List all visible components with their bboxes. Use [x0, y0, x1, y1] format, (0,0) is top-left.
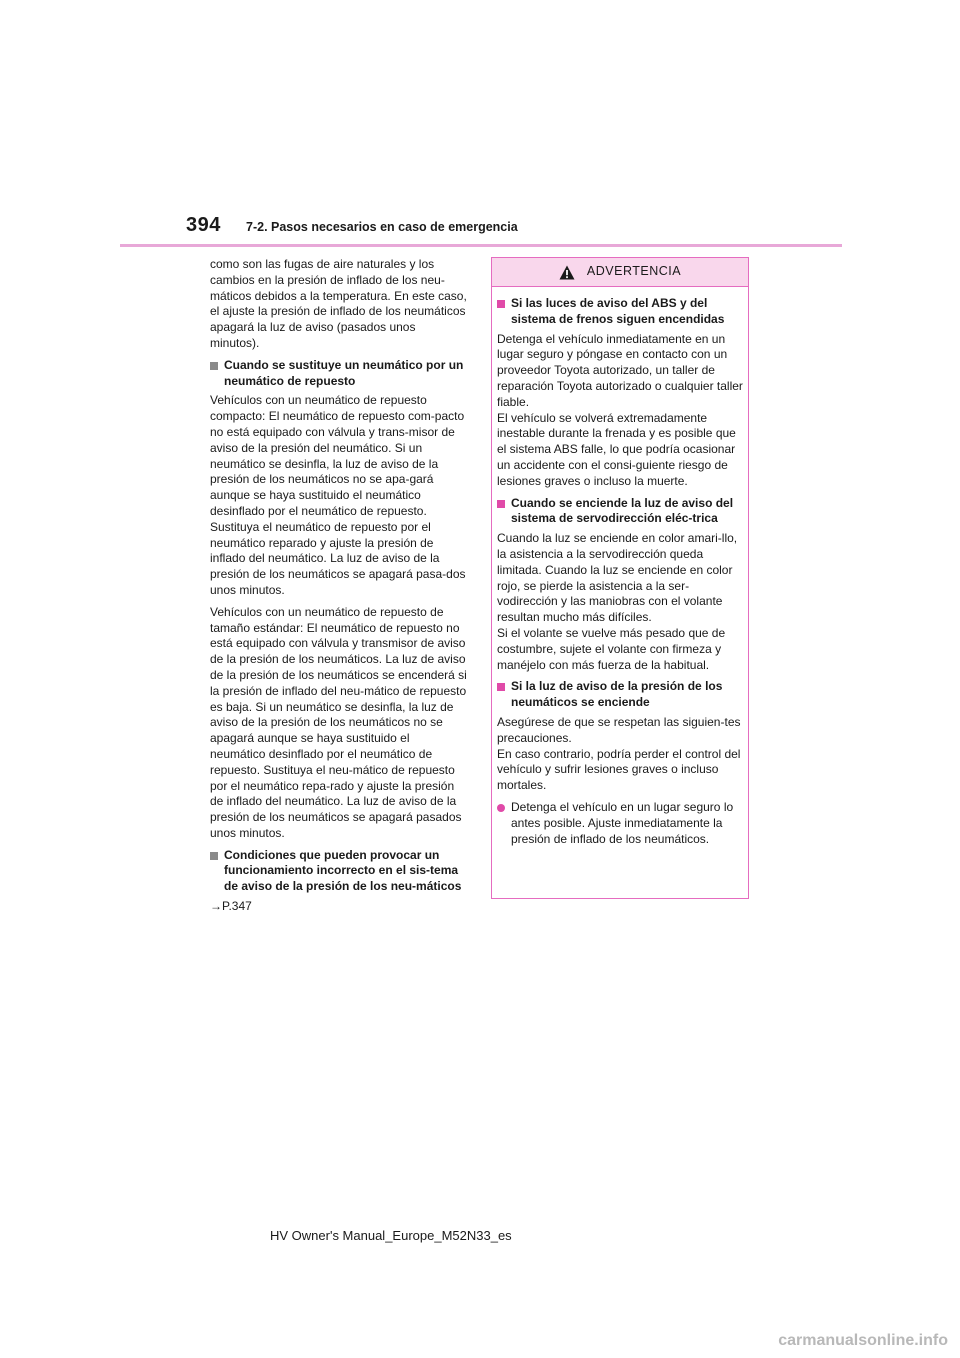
- warning-text: Asegúrese de que se respetan las siguien-tes precauciones.: [497, 714, 741, 745]
- warning-text: En caso contrario, podría perder el control del vehículo y sufrir lesiones graves o incluso mortales.: [497, 746, 741, 793]
- heading-text: Si la luz de aviso de la presión de los neumáticos se enciende: [511, 679, 723, 710]
- warning-heading-tire-pressure: [497, 679, 743, 711]
- square-bullet-icon: [210, 362, 218, 370]
- warning-bullet-item: [497, 800, 743, 847]
- warning-body: [492, 287, 748, 847]
- section-heading-malfunction-conditions: [210, 848, 468, 895]
- warning-paragraph: [497, 531, 743, 673]
- warning-paragraph: [497, 332, 743, 490]
- square-bullet-icon: [210, 852, 218, 860]
- warning-heading-power-steering: [497, 496, 743, 528]
- warning-title: ADVERTENCIA: [586, 264, 682, 279]
- intro-paragraph: como son las fugas de aire naturales y los cambios en la presión de inflado de los neu-máticos debidos a la temperatura. En este caso, el ajuste la presión de inflado de los neumáticos apagará la luz de aviso (pasados unos minutos).: [210, 257, 467, 350]
- page-number: 394: [186, 214, 221, 236]
- warning-text: Si el volante se vuelve más pesado que de costumbre, sujete el volante con firmeza y manéjelo con más fuerza de la habitual.: [497, 625, 726, 672]
- heading-text: Cuando se sustituye un neumático por un neumático de repuesto: [224, 357, 464, 388]
- page-reference-link[interactable]: →P.347: [210, 899, 252, 914]
- heading-text: Condiciones que pueden provocar un funcionamiento incorrecto en el sis-tema de aviso de la presión de los neu-máticos: [224, 847, 462, 894]
- warning-paragraph: [497, 715, 743, 794]
- warning-header: [492, 258, 748, 287]
- section-heading-spare-tire: [210, 358, 468, 390]
- warning-triangle-icon: [559, 265, 575, 280]
- compact-spare-paragraph: Vehículos con un neumático de repuesto compacto: El neumático de repuesto com-pacto no está equipado con válvula y trans-misor de aviso de la presión del neumático. Si un neumático se desinfla, la luz de aviso de la presión de los neumáticos no se apa-gará aunque se haya sustituido el neumático desinflado por el neumático de repuesto. Sustituya el neumático de repuesto por el neumático reparado y ajuste la presión de inflado del neumático. La luz de aviso de la presión de los neumáticos se apagará pasa-dos unos minutos.: [210, 393, 466, 597]
- warning-text: Cuando la luz se enciende en color amari-llo, la asistencia a la servodirección queda limitada. Cuando la luz se enciende en color rojo, se pierde la asistencia a la ser-vodirección y las maniobras con el volante resultan mucho más difíciles.: [497, 531, 738, 625]
- heading-text: Si las luces de aviso del ABS y del sistema de frenos siguen encendidas: [511, 296, 725, 326]
- square-bullet-icon: [497, 300, 505, 308]
- warning-heading-abs: [497, 296, 743, 328]
- watermark: carmanualsonline.info: [778, 1332, 948, 1349]
- section-title: 7-2. Pasos necesarios en caso de emergencia: [246, 220, 518, 234]
- warning-text: Detenga el vehículo inmediatamente en un lugar seguro y póngase en contacto con un proveedor Toyota autorizado, un taller de reparación Toyota autorizado o cualquier taller fiable.: [497, 331, 743, 409]
- circle-bullet-icon: [497, 804, 505, 812]
- warning-box: [491, 257, 749, 899]
- full-size-spare-paragraph: Vehículos con un neumático de repuesto de tamaño estándar: El neumático de repuesto no está equipado con válvula y transmisor de aviso de la presión de los neumáticos. La luz de aviso de la presión de los neumáticos se encenderá si la presión de inflado del neu-mático de repuesto es baja. Si un neumático se desinfla, la luz de aviso de la presión de los neumáticos no se apagará aunque se haya sustituido el neumático desinflado por el neumático de repuesto. Sustituya el neu-mático de repuesto por el neumático repa-rado y ajuste la presión de inflado del neumático. La luz de aviso de la presión de los neumáticos se apagará pasados unos minutos.: [210, 604, 467, 840]
- square-bullet-icon: [497, 500, 505, 508]
- square-bullet-icon: [497, 683, 505, 691]
- header-divider: [120, 244, 842, 247]
- left-column: [210, 257, 468, 921]
- bullet-text: Detenga el vehículo en un lugar seguro lo antes posible. Ajuste inmediatamente la presión de inflado de los neumáticos.: [511, 799, 734, 846]
- heading-text: Cuando se enciende la luz de aviso del sistema de servodirección eléc-trica: [511, 495, 734, 526]
- warning-text: El vehículo se volverá extremadamente inestable durante la frenada y es posible que el sistema ABS falle, lo que podría ocasionar un accidente con el consi-guiente riesgo de lesiones graves o incluso la muerte.: [497, 410, 736, 488]
- footer-manual-id: HV Owner's Manual_Europe_M52N33_es: [270, 1228, 512, 1243]
